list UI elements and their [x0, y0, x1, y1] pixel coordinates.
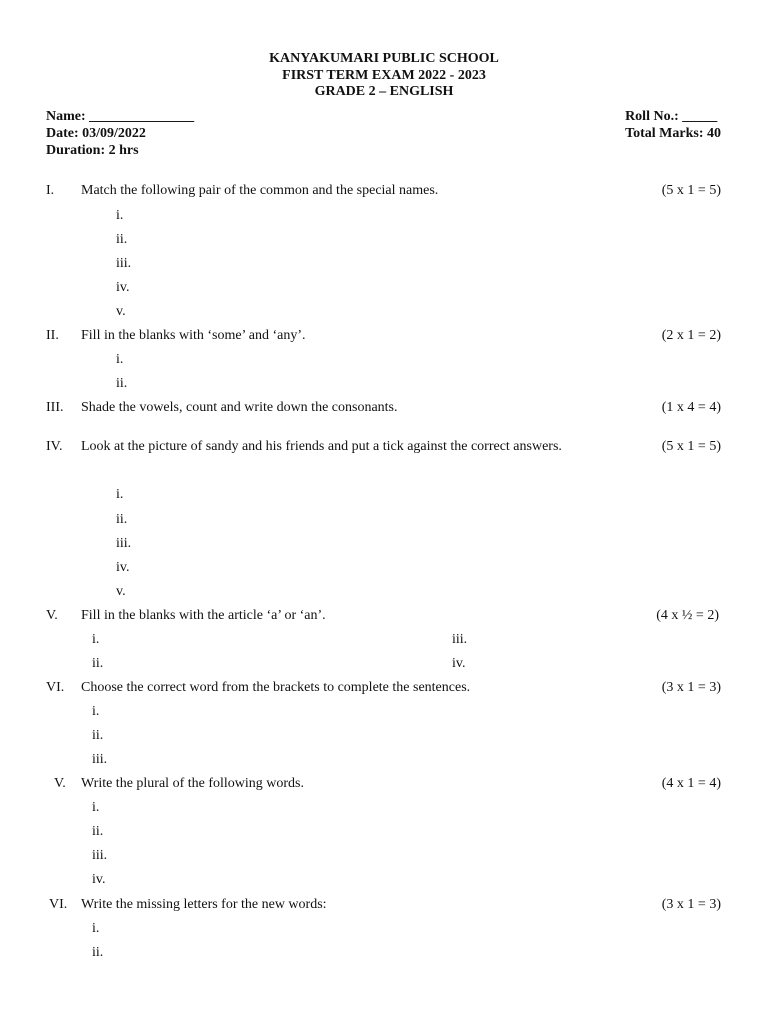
exam-date: Date: 03/09/2022 [46, 126, 146, 141]
sub-item: iii. [452, 632, 468, 647]
exam-title: FIRST TERM EXAM 2022 - 2023 [282, 67, 486, 83]
sub-item: ii. [116, 376, 128, 391]
sub-item: iii. [116, 536, 132, 551]
question-text: Look at the picture of sandy and his friends and put a tick against the correct answers. [81, 439, 562, 454]
total-marks: Total Marks: 40 [625, 126, 721, 141]
question-marks: (4 x ½ = 2) [656, 608, 719, 623]
exam-info [625, 108, 721, 142]
question-number: V. [54, 776, 66, 791]
sub-item: iii. [92, 752, 108, 767]
sub-item: i. [92, 704, 100, 719]
question-6 [0, 680, 768, 700]
question-marks: (4 x 1 = 4) [661, 776, 721, 791]
sub-item: v. [116, 304, 126, 319]
school-name: KANYAKUMARI PUBLIC SCHOOL [269, 51, 499, 66]
student-info [46, 108, 194, 159]
sub-item: iv. [116, 560, 130, 575]
question-number: VI. [49, 897, 68, 912]
question-text: Choose the correct word from the brackets to complete the sentences. [81, 680, 471, 695]
question-4 [0, 439, 768, 459]
question-8 [0, 897, 768, 917]
sub-item: iii. [116, 256, 132, 271]
question-number: II. [46, 328, 59, 343]
exam-header [0, 51, 768, 101]
question-text: Match the following pair of the common and the special names. [81, 183, 439, 198]
question-text: Write the plural of the following words. [81, 776, 304, 791]
sub-item: iv. [452, 656, 466, 671]
sub-item: ii. [92, 945, 104, 960]
roll-number-field: Roll No.: _____ [625, 109, 718, 124]
sub-item: ii. [92, 728, 104, 743]
exam-duration: Duration: 2 hrs [46, 143, 139, 158]
question-7 [0, 776, 768, 796]
question-text: Write the missing letters for the new words: [81, 897, 327, 912]
sub-item: i. [116, 208, 124, 223]
name-field: Name: _______________ [46, 109, 195, 124]
question-marks: (3 x 1 = 3) [661, 680, 721, 695]
question-5 [0, 608, 768, 628]
question-marks: (1 x 4 = 4) [661, 400, 721, 415]
sub-item: iv. [92, 872, 106, 887]
sub-item: ii. [116, 232, 128, 247]
sub-item: i. [92, 632, 100, 647]
question-3 [0, 400, 768, 420]
sub-item: i. [92, 921, 100, 936]
question-marks: (5 x 1 = 5) [661, 439, 721, 454]
question-2 [0, 328, 768, 348]
question-text: Fill in the blanks with ‘some’ and ‘any’. [81, 328, 306, 343]
sub-item: v. [116, 584, 126, 599]
sub-item: i. [116, 487, 124, 502]
question-marks: (2 x 1 = 2) [661, 328, 721, 343]
question-marks: (3 x 1 = 3) [661, 897, 721, 912]
question-number: IV. [46, 439, 63, 454]
sub-item: ii. [116, 512, 128, 527]
sub-item: ii. [92, 824, 104, 839]
sub-item: i. [92, 800, 100, 815]
question-text: Shade the vowels, count and write down the consonants. [81, 400, 398, 415]
sub-item: i. [116, 352, 124, 367]
question-text: Fill in the blanks with the article ‘a’ or ‘an’. [81, 608, 326, 623]
question-number: III. [46, 400, 64, 415]
grade-subject: GRADE 2 – ENGLISH [314, 84, 454, 99]
question-number: VI. [46, 680, 65, 695]
question-marks: (5 x 1 = 5) [661, 183, 721, 198]
question-number: V. [46, 608, 58, 623]
question-1 [0, 183, 768, 203]
question-number: I. [46, 183, 55, 198]
sub-item: iii. [92, 848, 108, 863]
sub-item: iv. [116, 280, 130, 295]
sub-item: ii. [92, 656, 104, 671]
